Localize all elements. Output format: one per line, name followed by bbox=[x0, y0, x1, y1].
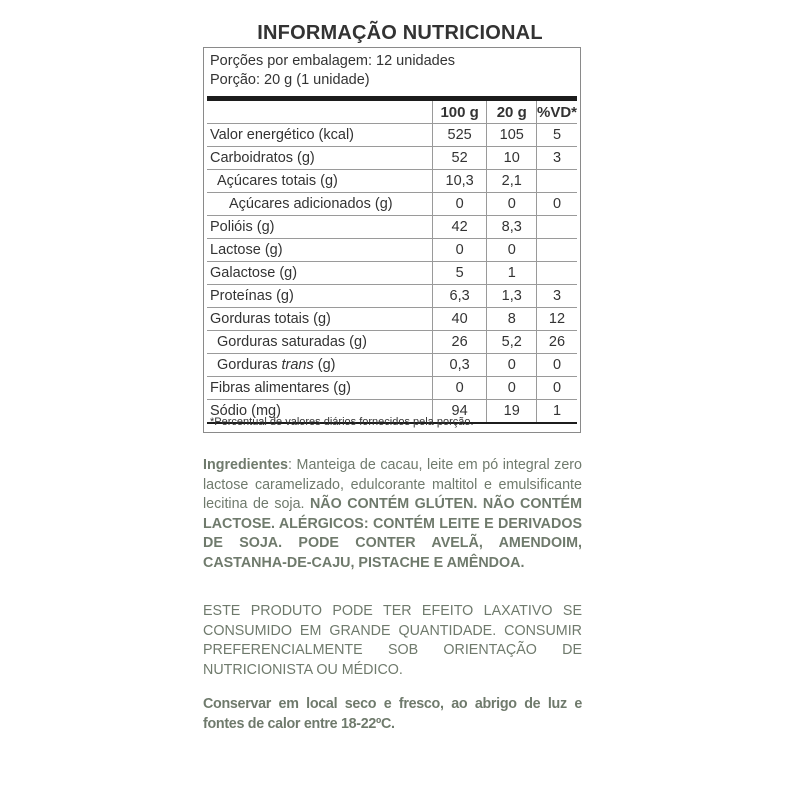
daily-value-percent: 1 bbox=[536, 400, 577, 424]
value-per-portion: 105 bbox=[487, 124, 537, 147]
table-row bbox=[207, 354, 577, 377]
ingredients-text: : Manteiga de cacau, leite em pó integral zero lactose caramelizado, edulcorante maltitol e emulsificante lecitina de soja. bbox=[203, 457, 582, 513]
allergen-warning: NÃO CONTÉM GLÚTEN. NÃO CONTÉM LACTOSE. ALÉRGICOS: CONTÉM LEITE E DERIVADOS DE SOJA. PODE CONTER AVELÃ, AMENDOIM, CASTANHA-DE-CAJU, PISTACHE E AMÊNDOA. bbox=[203, 496, 582, 571]
daily-value-percent bbox=[536, 239, 577, 262]
value-per-100g: 0 bbox=[432, 377, 487, 400]
daily-value-percent: 12 bbox=[536, 308, 577, 331]
table-footnote: *Percentual de valores diários fornecidos pela porção. bbox=[210, 416, 474, 428]
ingredients-section bbox=[203, 456, 582, 574]
nutrient-label: Fibras alimentares (g) bbox=[207, 377, 432, 400]
daily-value-percent: 3 bbox=[536, 147, 577, 170]
value-per-100g: 5 bbox=[432, 262, 487, 285]
nutrient-label: Gorduras saturadas (g) bbox=[207, 331, 432, 354]
value-per-portion: 1 bbox=[487, 262, 537, 285]
column-header-100g: 100 g bbox=[432, 101, 487, 124]
nutrient-label: Proteínas (g) bbox=[207, 285, 432, 308]
nutrient-label: Gorduras totais (g) bbox=[207, 308, 432, 331]
value-per-100g: 525 bbox=[432, 124, 487, 147]
value-per-portion: 0 bbox=[487, 239, 537, 262]
nutrient-label: Sódio (mg) bbox=[207, 400, 432, 424]
daily-value-percent: 3 bbox=[536, 285, 577, 308]
value-per-portion: 8 bbox=[487, 308, 537, 331]
table-row bbox=[207, 262, 577, 285]
daily-value-percent: 0 bbox=[536, 193, 577, 216]
table-row bbox=[207, 377, 577, 400]
column-header-nutrient bbox=[207, 101, 432, 124]
value-per-portion: 1,3 bbox=[487, 285, 537, 308]
column-header-vd: %VD* bbox=[536, 101, 577, 124]
column-header-20g: 20 g bbox=[487, 101, 537, 124]
nutrient-label: Carboidratos (g) bbox=[207, 147, 432, 170]
daily-value-percent bbox=[536, 216, 577, 239]
value-per-100g: 26 bbox=[432, 331, 487, 354]
table-row bbox=[207, 170, 577, 193]
table-row bbox=[207, 193, 577, 216]
nutrient-table bbox=[207, 101, 577, 424]
value-per-portion: 0 bbox=[487, 377, 537, 400]
table-row bbox=[207, 216, 577, 239]
value-per-100g: 0 bbox=[432, 239, 487, 262]
value-per-portion: 19 bbox=[487, 400, 537, 424]
ingredients-heading: Ingredientes bbox=[203, 457, 289, 473]
value-per-100g: 0 bbox=[432, 193, 487, 216]
value-per-100g: 52 bbox=[432, 147, 487, 170]
daily-value-percent: 5 bbox=[536, 124, 577, 147]
table-header-row bbox=[207, 101, 577, 124]
value-per-100g: 0,3 bbox=[432, 354, 487, 377]
value-per-100g: 94 bbox=[432, 400, 487, 424]
value-per-portion: 0 bbox=[487, 193, 537, 216]
nutrient-label: Lactose (g) bbox=[207, 239, 432, 262]
nutrition-facts-table bbox=[203, 47, 581, 433]
table-row bbox=[207, 124, 577, 147]
value-per-portion: 0 bbox=[487, 354, 537, 377]
nutrient-label: Valor energético (kcal) bbox=[207, 124, 432, 147]
daily-value-percent: 0 bbox=[536, 377, 577, 400]
value-per-100g: 42 bbox=[432, 216, 487, 239]
servings-per-package: Porções por embalagem: 12 unidades bbox=[210, 53, 456, 69]
daily-value-percent bbox=[536, 170, 577, 193]
nutrient-label: Polióis (g) bbox=[207, 216, 432, 239]
daily-value-percent: 0 bbox=[536, 354, 577, 377]
table-row bbox=[207, 308, 577, 331]
table-row bbox=[207, 239, 577, 262]
nutrient-label: Galactose (g) bbox=[207, 262, 432, 285]
value-per-100g: 10,3 bbox=[432, 170, 487, 193]
value-per-100g: 40 bbox=[432, 308, 487, 331]
nutrient-label: Açúcares totais (g) bbox=[207, 170, 432, 193]
nutrient-label: Gorduras trans (g) bbox=[207, 354, 432, 377]
value-per-portion: 2,1 bbox=[487, 170, 537, 193]
nutrition-title: INFORMAÇÃO NUTRICIONAL bbox=[257, 22, 543, 44]
table-row bbox=[207, 331, 577, 354]
table-row bbox=[207, 285, 577, 308]
daily-value-percent: 26 bbox=[536, 331, 577, 354]
laxative-warning: ESTE PRODUTO PODE TER EFEITO LAXATIVO SE CONSUMIDO EM GRANDE QUANTIDADE. CONSUMIR PREFERENCIALMENTE SOB ORIENTAÇÃO DE NUTRICIONISTA OU MÉDICO. bbox=[203, 603, 582, 678]
portion-size: Porção: 20 g (1 unidade) bbox=[210, 72, 370, 88]
value-per-portion: 5,2 bbox=[487, 331, 537, 354]
value-per-100g: 6,3 bbox=[432, 285, 487, 308]
daily-value-percent bbox=[536, 262, 577, 285]
value-per-portion: 10 bbox=[487, 147, 537, 170]
servings-info bbox=[210, 52, 455, 90]
table-row bbox=[207, 147, 577, 170]
value-per-portion: 8,3 bbox=[487, 216, 537, 239]
nutrient-label: Açúcares adicionados (g) bbox=[207, 193, 432, 216]
storage-instructions: Conservar em local seco e fresco, ao abrigo de luz e fontes de calor entre 18-22ºC. bbox=[203, 696, 582, 732]
